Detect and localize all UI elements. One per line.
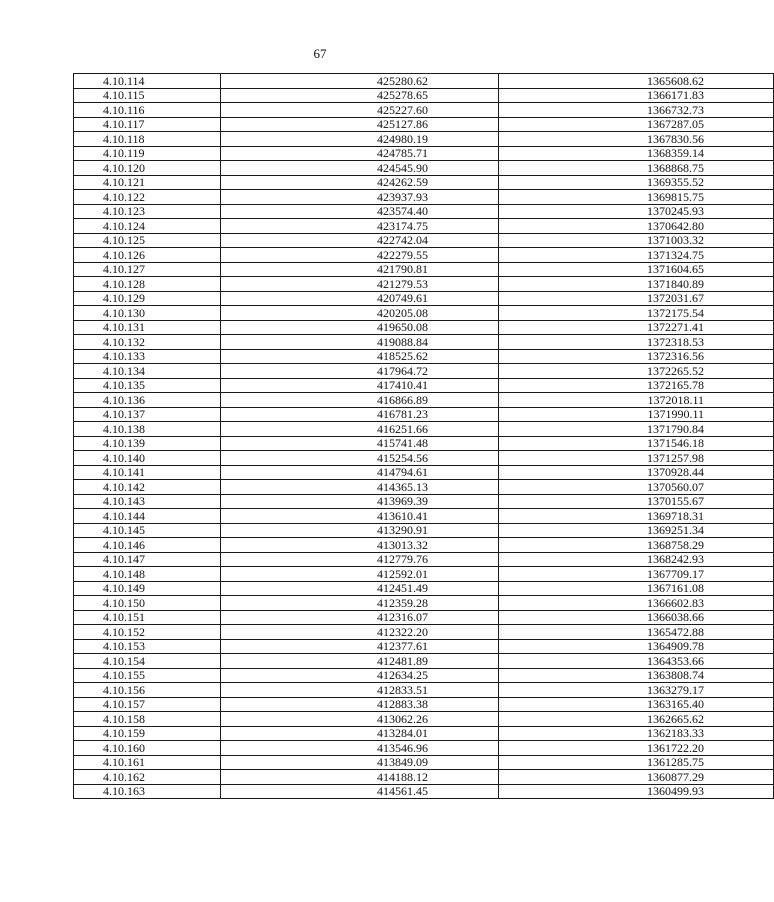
table-row <box>74 364 774 379</box>
y-coordinate-cell: 1360877.29 <box>499 770 774 785</box>
table-row <box>74 741 774 756</box>
table-row <box>74 610 774 625</box>
x-coordinate-cell: 415254.56 <box>221 451 499 466</box>
y-coordinate-cell: 1372165.78 <box>499 378 774 393</box>
x-coordinate-cell: 413610.41 <box>221 509 499 524</box>
table-row <box>74 291 774 306</box>
y-coordinate-cell: 1363165.40 <box>499 697 774 712</box>
coordinates-table-body <box>74 74 774 799</box>
point-id-cell: 4.10.136 <box>74 393 221 408</box>
x-coordinate-cell: 424785.71 <box>221 146 499 161</box>
y-coordinate-cell: 1368359.14 <box>499 146 774 161</box>
table-row <box>74 639 774 654</box>
x-coordinate-cell: 413284.01 <box>221 726 499 741</box>
y-coordinate-cell: 1367287.05 <box>499 117 774 132</box>
x-coordinate-cell: 417410.41 <box>221 378 499 393</box>
point-id-cell: 4.10.158 <box>74 712 221 727</box>
table-row <box>74 393 774 408</box>
y-coordinate-cell: 1371003.32 <box>499 233 774 248</box>
table-row <box>74 277 774 292</box>
table-row <box>74 668 774 683</box>
table-row <box>74 204 774 219</box>
point-id-cell: 4.10.152 <box>74 625 221 640</box>
table-row <box>74 436 774 451</box>
y-coordinate-cell: 1366602.83 <box>499 596 774 611</box>
y-coordinate-cell: 1370155.67 <box>499 494 774 509</box>
point-id-cell: 4.10.122 <box>74 190 221 205</box>
y-coordinate-cell: 1365608.62 <box>499 74 774 89</box>
y-coordinate-cell: 1368242.93 <box>499 552 774 567</box>
point-id-cell: 4.10.137 <box>74 407 221 422</box>
point-id-cell: 4.10.147 <box>74 552 221 567</box>
point-id-cell: 4.10.163 <box>74 784 221 799</box>
table-row <box>74 538 774 553</box>
table-row <box>74 378 774 393</box>
table-row <box>74 494 774 509</box>
y-coordinate-cell: 1366171.83 <box>499 88 774 103</box>
x-coordinate-cell: 420749.61 <box>221 291 499 306</box>
point-id-cell: 4.10.125 <box>74 233 221 248</box>
y-coordinate-cell: 1366732.73 <box>499 103 774 118</box>
point-id-cell: 4.10.123 <box>74 204 221 219</box>
y-coordinate-cell: 1369815.75 <box>499 190 774 205</box>
y-coordinate-cell: 1371546.18 <box>499 436 774 451</box>
y-coordinate-cell: 1363808.74 <box>499 668 774 683</box>
x-coordinate-cell: 413849.09 <box>221 755 499 770</box>
x-coordinate-cell: 417964.72 <box>221 364 499 379</box>
point-id-cell: 4.10.130 <box>74 306 221 321</box>
point-id-cell: 4.10.135 <box>74 378 221 393</box>
y-coordinate-cell: 1371840.89 <box>499 277 774 292</box>
point-id-cell: 4.10.150 <box>74 596 221 611</box>
x-coordinate-cell: 422279.55 <box>221 248 499 263</box>
table-row <box>74 219 774 234</box>
x-coordinate-cell: 414365.13 <box>221 480 499 495</box>
x-coordinate-cell: 412833.51 <box>221 683 499 698</box>
table-row <box>74 161 774 176</box>
table-row <box>74 755 774 770</box>
x-coordinate-cell: 423937.93 <box>221 190 499 205</box>
x-coordinate-cell: 412322.20 <box>221 625 499 640</box>
table-row <box>74 480 774 495</box>
x-coordinate-cell: 415741.48 <box>221 436 499 451</box>
table-row <box>74 248 774 263</box>
y-coordinate-cell: 1361722.20 <box>499 741 774 756</box>
x-coordinate-cell: 424262.59 <box>221 175 499 190</box>
table-row <box>74 422 774 437</box>
x-coordinate-cell: 422742.04 <box>221 233 499 248</box>
y-coordinate-cell: 1371257.98 <box>499 451 774 466</box>
table-row <box>74 74 774 89</box>
y-coordinate-cell: 1361285.75 <box>499 755 774 770</box>
y-coordinate-cell: 1372316.56 <box>499 349 774 364</box>
y-coordinate-cell: 1370560.07 <box>499 480 774 495</box>
point-id-cell: 4.10.141 <box>74 465 221 480</box>
point-id-cell: 4.10.151 <box>74 610 221 625</box>
table-row <box>74 320 774 335</box>
x-coordinate-cell: 416781.23 <box>221 407 499 422</box>
y-coordinate-cell: 1362183.33 <box>499 726 774 741</box>
point-id-cell: 4.10.114 <box>74 74 221 89</box>
y-coordinate-cell: 1369718.31 <box>499 509 774 524</box>
point-id-cell: 4.10.134 <box>74 364 221 379</box>
point-id-cell: 4.10.131 <box>74 320 221 335</box>
table-row <box>74 407 774 422</box>
x-coordinate-cell: 413013.32 <box>221 538 499 553</box>
y-coordinate-cell: 1367709.17 <box>499 567 774 582</box>
table-row <box>74 349 774 364</box>
point-id-cell: 4.10.145 <box>74 523 221 538</box>
x-coordinate-cell: 413062.26 <box>221 712 499 727</box>
x-coordinate-cell: 425280.62 <box>221 74 499 89</box>
point-id-cell: 4.10.133 <box>74 349 221 364</box>
y-coordinate-cell: 1370245.93 <box>499 204 774 219</box>
point-id-cell: 4.10.154 <box>74 654 221 669</box>
x-coordinate-cell: 412634.25 <box>221 668 499 683</box>
y-coordinate-cell: 1366038.66 <box>499 610 774 625</box>
table-row <box>74 697 774 712</box>
table-row <box>74 117 774 132</box>
table-row <box>74 132 774 147</box>
table-row <box>74 335 774 350</box>
table-row <box>74 596 774 611</box>
point-id-cell: 4.10.129 <box>74 291 221 306</box>
table-row <box>74 770 774 785</box>
y-coordinate-cell: 1371990.11 <box>499 407 774 422</box>
x-coordinate-cell: 414188.12 <box>221 770 499 785</box>
x-coordinate-cell: 419088.84 <box>221 335 499 350</box>
table-row <box>74 233 774 248</box>
coordinates-table <box>73 73 774 799</box>
table-row <box>74 190 774 205</box>
table-row <box>74 88 774 103</box>
point-id-cell: 4.10.157 <box>74 697 221 712</box>
x-coordinate-cell: 418525.62 <box>221 349 499 364</box>
y-coordinate-cell: 1372018.11 <box>499 393 774 408</box>
x-coordinate-cell: 423574.40 <box>221 204 499 219</box>
x-coordinate-cell: 412451.49 <box>221 581 499 596</box>
point-id-cell: 4.10.153 <box>74 639 221 654</box>
x-coordinate-cell: 425278.65 <box>221 88 499 103</box>
y-coordinate-cell: 1367830.56 <box>499 132 774 147</box>
x-coordinate-cell: 420205.08 <box>221 306 499 321</box>
y-coordinate-cell: 1365472.88 <box>499 625 774 640</box>
page-number: 67 <box>313 46 327 61</box>
point-id-cell: 4.10.124 <box>74 219 221 234</box>
x-coordinate-cell: 412316.07 <box>221 610 499 625</box>
table-row <box>74 581 774 596</box>
x-coordinate-cell: 413969.39 <box>221 494 499 509</box>
x-coordinate-cell: 423174.75 <box>221 219 499 234</box>
y-coordinate-cell: 1368868.75 <box>499 161 774 176</box>
x-coordinate-cell: 412883.38 <box>221 697 499 712</box>
table-row <box>74 262 774 277</box>
x-coordinate-cell: 414561.45 <box>221 784 499 799</box>
point-id-cell: 4.10.144 <box>74 509 221 524</box>
point-id-cell: 4.10.120 <box>74 161 221 176</box>
table-row <box>74 552 774 567</box>
x-coordinate-cell: 416866.89 <box>221 393 499 408</box>
y-coordinate-cell: 1364909.78 <box>499 639 774 654</box>
point-id-cell: 4.10.118 <box>74 132 221 147</box>
y-coordinate-cell: 1370642.80 <box>499 219 774 234</box>
y-coordinate-cell: 1372175.54 <box>499 306 774 321</box>
point-id-cell: 4.10.119 <box>74 146 221 161</box>
point-id-cell: 4.10.121 <box>74 175 221 190</box>
point-id-cell: 4.10.132 <box>74 335 221 350</box>
x-coordinate-cell: 416251.66 <box>221 422 499 437</box>
point-id-cell: 4.10.160 <box>74 741 221 756</box>
x-coordinate-cell: 419650.08 <box>221 320 499 335</box>
y-coordinate-cell: 1370928.44 <box>499 465 774 480</box>
table-row <box>74 146 774 161</box>
y-coordinate-cell: 1372265.52 <box>499 364 774 379</box>
x-coordinate-cell: 412377.61 <box>221 639 499 654</box>
x-coordinate-cell: 412779.76 <box>221 552 499 567</box>
point-id-cell: 4.10.140 <box>74 451 221 466</box>
point-id-cell: 4.10.161 <box>74 755 221 770</box>
x-coordinate-cell: 413546.96 <box>221 741 499 756</box>
y-coordinate-cell: 1367161.08 <box>499 581 774 596</box>
x-coordinate-cell: 412592.01 <box>221 567 499 582</box>
table-row <box>74 465 774 480</box>
table-row <box>74 175 774 190</box>
point-id-cell: 4.10.128 <box>74 277 221 292</box>
point-id-cell: 4.10.156 <box>74 683 221 698</box>
point-id-cell: 4.10.138 <box>74 422 221 437</box>
y-coordinate-cell: 1372271.41 <box>499 320 774 335</box>
y-coordinate-cell: 1360499.93 <box>499 784 774 799</box>
table-row <box>74 509 774 524</box>
x-coordinate-cell: 414794.61 <box>221 465 499 480</box>
x-coordinate-cell: 424980.19 <box>221 132 499 147</box>
point-id-cell: 4.10.116 <box>74 103 221 118</box>
point-id-cell: 4.10.126 <box>74 248 221 263</box>
y-coordinate-cell: 1371324.75 <box>499 248 774 263</box>
y-coordinate-cell: 1369251.34 <box>499 523 774 538</box>
y-coordinate-cell: 1363279.17 <box>499 683 774 698</box>
table-row <box>74 567 774 582</box>
y-coordinate-cell: 1372031.67 <box>499 291 774 306</box>
point-id-cell: 4.10.162 <box>74 770 221 785</box>
y-coordinate-cell: 1371790.84 <box>499 422 774 437</box>
x-coordinate-cell: 421790.81 <box>221 262 499 277</box>
y-coordinate-cell: 1368758.29 <box>499 538 774 553</box>
point-id-cell: 4.10.139 <box>74 436 221 451</box>
x-coordinate-cell: 425227.60 <box>221 103 499 118</box>
x-coordinate-cell: 424545.90 <box>221 161 499 176</box>
point-id-cell: 4.10.143 <box>74 494 221 509</box>
x-coordinate-cell: 412359.28 <box>221 596 499 611</box>
x-coordinate-cell: 413290.91 <box>221 523 499 538</box>
point-id-cell: 4.10.159 <box>74 726 221 741</box>
point-id-cell: 4.10.142 <box>74 480 221 495</box>
y-coordinate-cell: 1364353.66 <box>499 654 774 669</box>
x-coordinate-cell: 412481.89 <box>221 654 499 669</box>
table-row <box>74 654 774 669</box>
point-id-cell: 4.10.117 <box>74 117 221 132</box>
y-coordinate-cell: 1371604.65 <box>499 262 774 277</box>
table-row <box>74 523 774 538</box>
point-id-cell: 4.10.148 <box>74 567 221 582</box>
x-coordinate-cell: 425127.86 <box>221 117 499 132</box>
y-coordinate-cell: 1362665.62 <box>499 712 774 727</box>
point-id-cell: 4.10.127 <box>74 262 221 277</box>
y-coordinate-cell: 1369355.52 <box>499 175 774 190</box>
table-row <box>74 683 774 698</box>
point-id-cell: 4.10.149 <box>74 581 221 596</box>
table-row <box>74 712 774 727</box>
point-id-cell: 4.10.146 <box>74 538 221 553</box>
point-id-cell: 4.10.155 <box>74 668 221 683</box>
table-row <box>74 451 774 466</box>
table-row <box>74 726 774 741</box>
table-row <box>74 306 774 321</box>
x-coordinate-cell: 421279.53 <box>221 277 499 292</box>
point-id-cell: 4.10.115 <box>74 88 221 103</box>
table-row <box>74 103 774 118</box>
table-row <box>74 784 774 799</box>
y-coordinate-cell: 1372318.53 <box>499 335 774 350</box>
table-row <box>74 625 774 640</box>
